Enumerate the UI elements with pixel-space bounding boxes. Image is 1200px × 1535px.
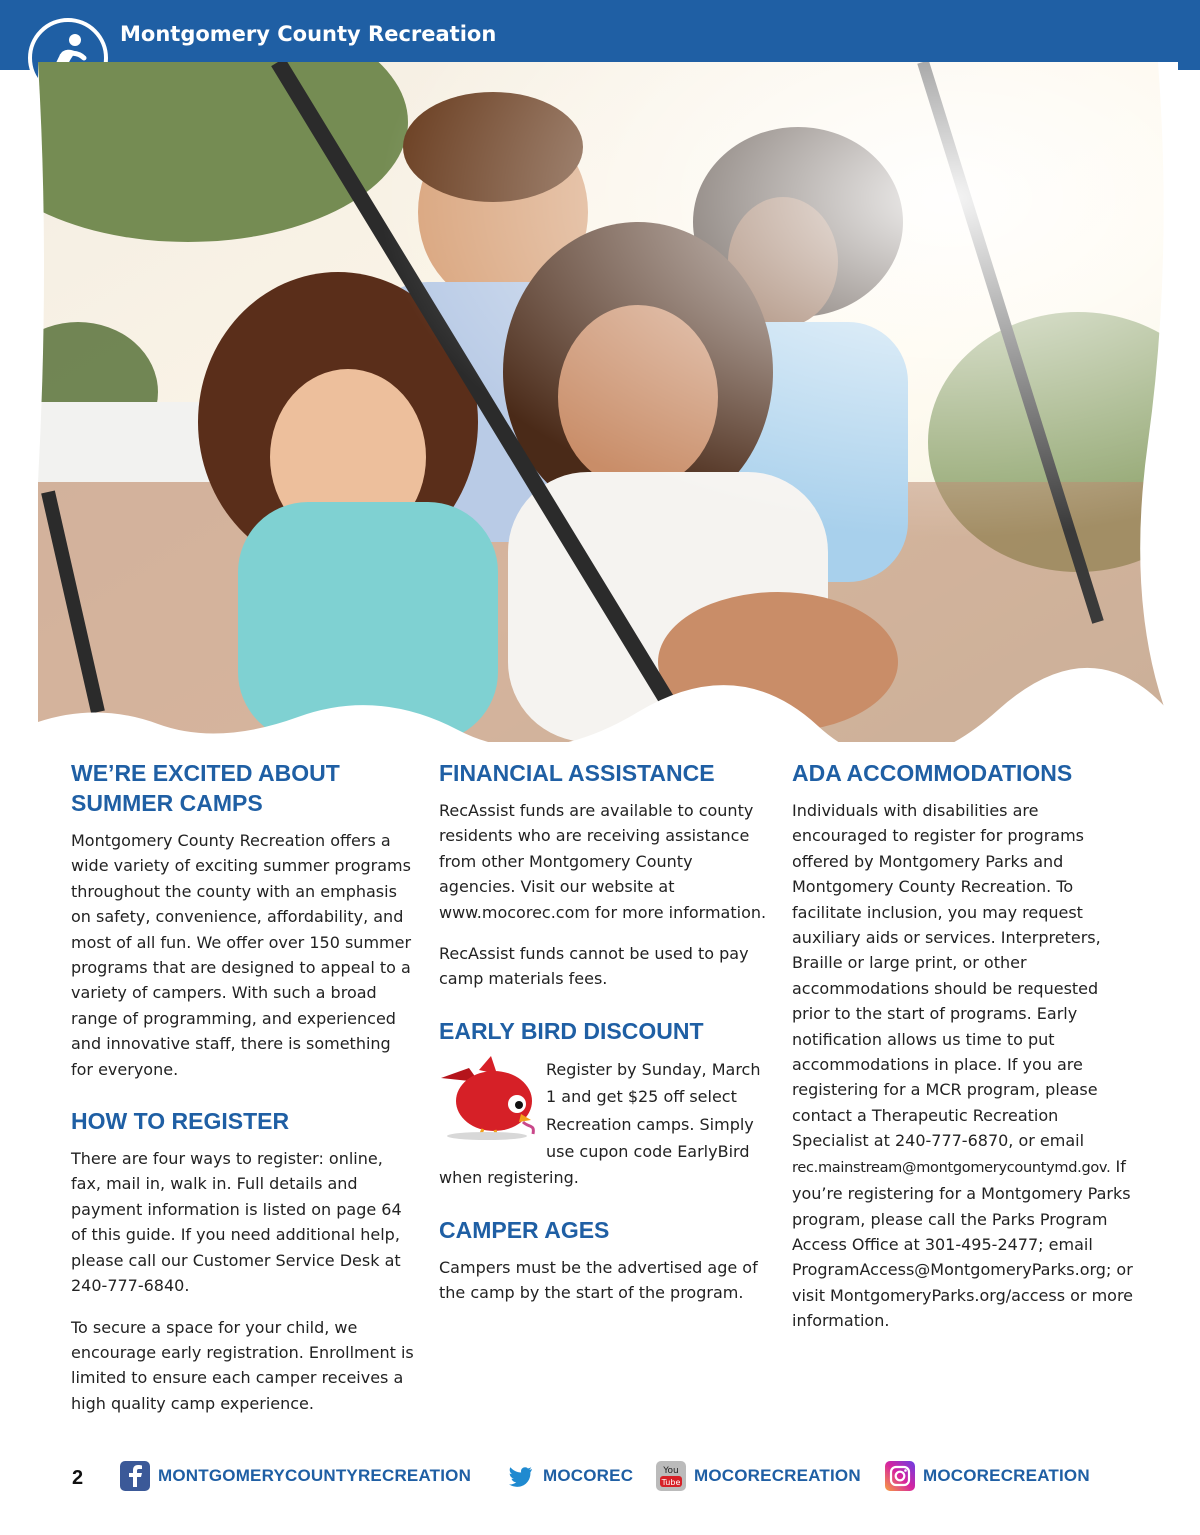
- how-to-register-paragraph: There are four ways to register: online, fax, mail in, walk in. Full details and payment information is listed on page 64 of this guide. If you need additional help, please call our Customer Service Desk at 240-777-6840.: [71, 1149, 402, 1296]
- twitter-link[interactable]: [505, 1461, 633, 1491]
- early-registration-paragraph: To secure a space for your child, we encourage early registration. Enrollment is limited to ensure each camper receives a high quality camp experience.: [71, 1317, 414, 1413]
- column-financial: [439, 758, 769, 1306]
- early-bird-text: Register by Sunday, March 1 and get $25 off select Recreation camps. Simply use cupon code EarlyBird: [546, 1059, 761, 1162]
- svg-text:You: You: [663, 1466, 679, 1476]
- heading-ada: ADA ACCOMMODATIONS: [792, 760, 1073, 786]
- column-summer-camps: [71, 758, 416, 1416]
- header-bar: [0, 0, 1200, 70]
- cardinal-bird-icon: [439, 1056, 546, 1141]
- ada-text-part1: Individuals with disabilities are encouraged to register for programs offered by Montgomery Parks and Montgomery County Recreation. To facilitate inclusion, you may request auxiliary aids or services. Interpreters, Braille or large print, or other accommodations should be requested prior to the start of programs. Early notification allows us time to put accommodations in place. If you are registering for a MCR program, please contact a Therapeutic Recreation Specialist at 240-777-6870, or email: [792, 801, 1101, 1151]
- camper-ages-paragraph: Campers must be the advertised age of the camp by the start of the program.: [439, 1257, 758, 1303]
- ada-text-part2: If you’re registering for a Montgomery Parks program, please call the Parks Program Access Office at 301-495-2477; email ProgramAccess@MontgomeryParks.org; or visit MontgomeryParks.org/access or more information.: [792, 1156, 1134, 1331]
- facebook-icon: [120, 1461, 150, 1491]
- instagram-link[interactable]: [885, 1461, 1090, 1491]
- facebook-link[interactable]: [120, 1461, 471, 1491]
- recassist-paragraph: RecAssist funds cannot be used to pay camp materials fees.: [439, 944, 749, 989]
- footer: [0, 1455, 1200, 1505]
- heading-camper-ages: CAMPER AGES: [439, 1216, 610, 1243]
- heading-early-bird: EARLY BIRD DISCOUNT: [439, 1017, 704, 1044]
- summer-camps-paragraph: Montgomery County Recreation offers a wide variety of exciting summer programs throughout the county with an emphasis on safety, convenience, affordability, and most of all fun. We offer over 150 summer programs that are designed to appeal to a variety of campers. With such a broad range of programming, and experienced and innovative staff, there is something for everyone.: [71, 831, 412, 1079]
- youtube-icon: [656, 1461, 686, 1491]
- twitter-icon: [505, 1461, 535, 1491]
- youtube-link[interactable]: [656, 1461, 861, 1491]
- hero-photo: [38, 62, 1178, 742]
- column-ada: [792, 758, 1137, 1334]
- facebook-handle: MONTGOMERYCOUNTYRECREATION: [158, 1466, 472, 1485]
- youtube-handle: MOCORECREATION: [694, 1466, 861, 1485]
- instagram-icon: [885, 1461, 915, 1491]
- svg-text:Tube: Tube: [661, 1478, 681, 1487]
- page-number: 2: [72, 1467, 84, 1489]
- heading-financial-assistance: FINANCIAL ASSISTANCE: [439, 760, 715, 786]
- financial-assistance-paragraph: RecAssist funds are available to county residents who are receiving assistance from other Montgomery County agencies. Visit our website at www.mocorec.com for more information.: [439, 801, 767, 922]
- twitter-handle: MOCOREC: [543, 1466, 634, 1485]
- heading-how-to-register: HOW TO REGISTER: [71, 1108, 290, 1135]
- instagram-handle: MOCORECREATION: [923, 1466, 1090, 1485]
- heading-summer-camps: WE’RE EXCITED ABOUT SUMMER CAMPS: [71, 760, 340, 816]
- email-link[interactable]: rec.mainstream@montgomerycountymd.gov.: [792, 1159, 1111, 1176]
- header-title: Montgomery County Recreation: [120, 22, 497, 46]
- ada-paragraph: [792, 798, 1137, 1334]
- early-bird-tail: when registering.: [439, 1168, 579, 1188]
